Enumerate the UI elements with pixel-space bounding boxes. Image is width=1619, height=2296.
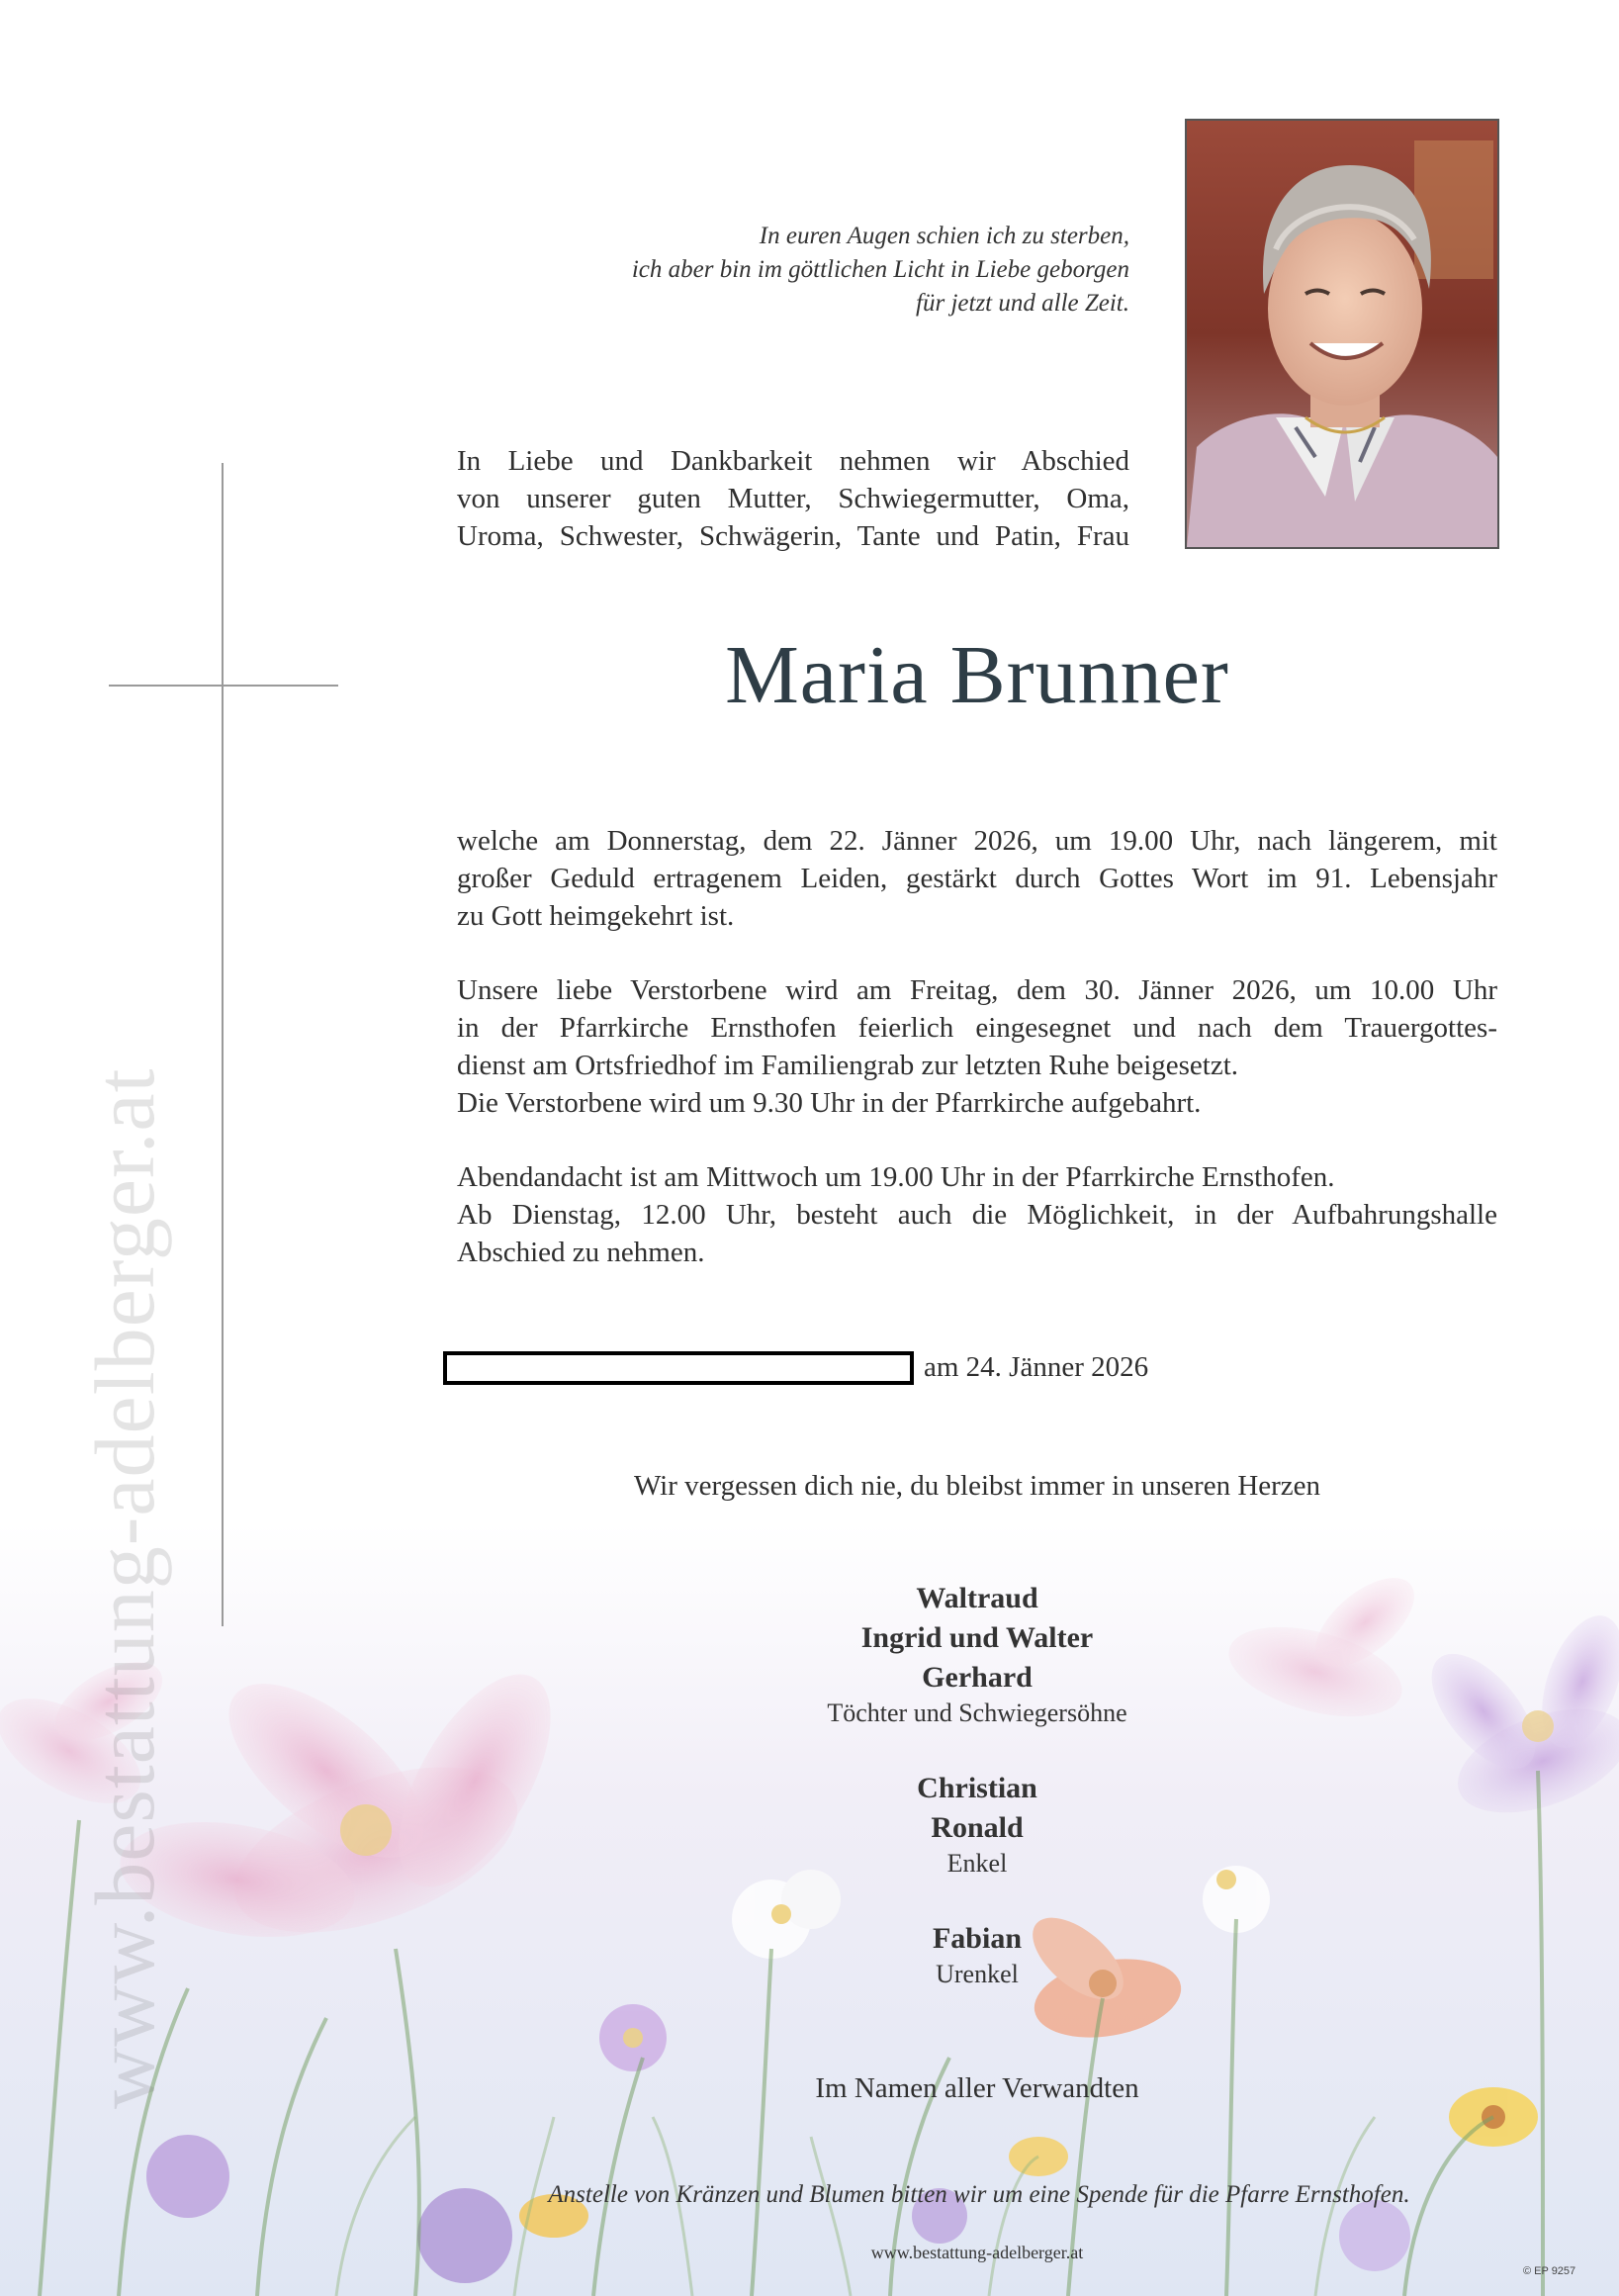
mourner-relation: Enkel — [946, 1849, 1008, 1878]
intro-line: In Liebe und Dankbarkeit nehmen wir Abschied — [457, 445, 1129, 477]
cross-horizontal-line — [109, 685, 338, 687]
memorial-quote — [514, 220, 1129, 321]
mourner-group-great-grandchildren — [457, 1919, 1497, 1992]
mourner-relation: Töchter und Schwiegersöhne — [827, 1699, 1127, 1727]
paragraph-line: zu Gott heimgekehrt ist. — [457, 900, 735, 932]
vigil-paragraph — [457, 1158, 1497, 1271]
intro-line: von unserer guten Mutter, Schwiegermutter, Oma, — [457, 483, 1129, 514]
quote-line: für jetzt und alle Zeit. — [916, 290, 1129, 317]
paragraph-line: Abschied zu nehmen. — [457, 1237, 705, 1268]
donation-note: Anstelle von Kränzen und Blumen bitten wir um eine Spende für die Pfarre Ernsthofen. — [548, 2181, 1410, 2208]
paragraph-line: Ab Dienstag, 12.00 Uhr, besteht auch die Möglichkeit, in der Aufbahrungshalle — [457, 1199, 1497, 1231]
website-footer: www.bestattung-adelberger.at — [870, 2243, 1084, 2262]
quote-line: In euren Augen schien ich zu sterben, — [759, 223, 1129, 249]
mourner-group-daughters — [457, 1579, 1497, 1731]
mourner-name: Gerhard — [922, 1661, 1033, 1694]
portrait-photo — [1185, 119, 1499, 549]
mourner-name: Christian — [917, 1772, 1037, 1804]
paragraph-line: in der Pfarrkirche Ernsthofen feierlich eingesegnet und nach dem Trauergottes- — [457, 1012, 1497, 1044]
paragraph-line: großer Geduld ertragenem Leiden, gestärkt durch Gottes Wort im 91. Lebensjahr — [457, 863, 1497, 894]
farewell-line: Wir vergessen dich nie, du bleibst immer in unseren Herzen — [633, 1470, 1321, 1502]
paragraph-line: Unsere liebe Verstorbene wird am Freitag, dem 30. Jänner 2026, um 10.00 Uhr — [457, 974, 1497, 1006]
mourner-group-grandchildren — [457, 1769, 1497, 1882]
paragraph-line: Die Verstorbene wird um 9.30 Uhr in der Pfarrkirche aufgebahrt. — [457, 1087, 1202, 1119]
paragraph-line: Abendandacht ist am Mittwoch um 19.00 Uhr in der Pfarrkirche Ernsthofen. — [457, 1161, 1335, 1193]
quote-line: ich aber bin im göttlichen Licht in Liebe geborgen — [631, 256, 1129, 283]
mourner-name: Waltraud — [916, 1582, 1038, 1614]
redacted-place-box — [443, 1351, 914, 1385]
funeral-paragraph — [457, 971, 1497, 1122]
death-paragraph — [457, 822, 1497, 935]
watermark-text: www.bestattung-adelberger.at — [77, 1067, 172, 2109]
intro-text — [457, 442, 1129, 555]
mourner-name: Ingrid und Walter — [860, 1621, 1094, 1654]
paragraph-line: dienst am Ortsfriedhof im Familiengrab zur letzten Ruhe beigesetzt. — [457, 1050, 1239, 1081]
mourner-name: Fabian — [932, 1922, 1023, 1955]
intro-line: Uroma, Schwester, Schwägerin, Tante und Patin, Frau — [457, 520, 1129, 552]
mourner-relation: Urenkel — [936, 1960, 1019, 1988]
cross-vertical-line — [222, 463, 224, 1626]
mourner-name: Ronald — [931, 1811, 1024, 1844]
form-code: © EP 9257 — [1523, 2265, 1576, 2277]
notice-date: am 24. Jänner 2026 — [924, 1351, 1149, 1383]
portrait-image — [1187, 121, 1497, 547]
deceased-name: Maria Brunner — [725, 629, 1229, 721]
paragraph-line: welche am Donnerstag, dem 22. Jänner 2026, um 19.00 Uhr, nach längerem, mit — [457, 825, 1497, 857]
relatives-line: Im Namen aller Verwandten — [815, 2072, 1139, 2104]
